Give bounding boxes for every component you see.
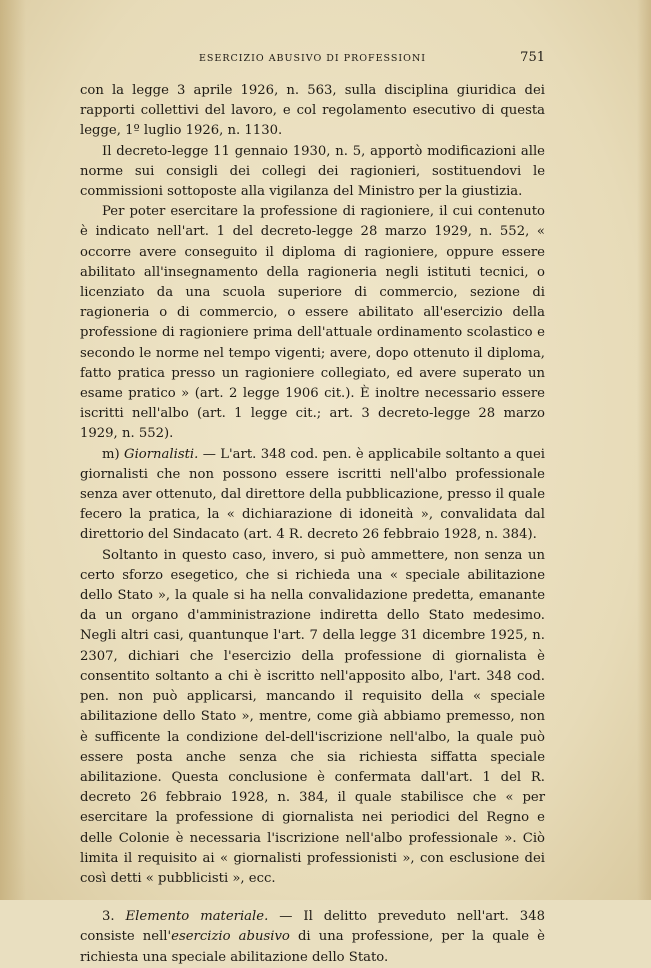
item-text: — L'art. 348 cod. pen. è applicabile soltanto a quei giornalisti che non possono essere iscritti nell'albo professionale senza aver ottenuto, dal direttore della pubblicazione, presso il quale fecero la pratica, la « dichiarazione di idoneità », convalidata dal direttorio del Sindacato (art. 4 R. decreto 26 febbraio 1928, n. 384). [80, 446, 545, 543]
paragraph-5: Soltanto in questo caso, invero, si può ammettere, non senza un certo sforzo esegetico, che si richieda una « speciale abilitazione dello Stato », la quale si ha nella convalidazione predetta, emanante da un organo d'amministrazione indiretta dello Stato medesimo. Negli altri casi, quantunque l'art. 7 della legge 31 dicembre 1925, n. 2307, dichiari che l'esercizio della professione di giornalista è consentito soltanto a chi è iscritto nell'apposito albo, l'art. 348 cod. pen. non può applicarsi, mancando il requisito della « speciale abilitazione dello Stato », mentre, come già abbiamo premesso, non è sufficente la condizione del-dell'iscrizione nell'albo, la quale può essere posta anche senza che sia richiesta siffatta speciale abilitazione. Questa conclusione è confermata dall'art. 1 del R. decreto 26 febbraio 1928, n. 384, il quale stabilisce che « per esercitare la professione di giornalista nei periodici del Regno e delle Colonie è necessaria l'iscrizione nell'albo professionale ». Ciò limita il requisito ai « giornalisti professionisti », con esclusione dei così detti « pubblicisti », ecc. [80, 547, 545, 886]
section-elemento-materiale [80, 907, 545, 968]
page-number: 751 [520, 50, 545, 65]
paragraph-2: Il decreto-legge 11 gennaio 1930, n. 5, apportò modificazioni alle norme sui consigli dei collegi dei ragionieri, sostituendovi le commissioni sottoposte alla vigilanza del Ministro per la giustizia. [80, 143, 545, 200]
paragraph-1: con la legge 3 aprile 1926, n. 563, sulla disciplina giuridica dei rapporti collettivi del lavoro, e col regolamento esecutivo di questa legge, 1º luglio 1926, n. 1130. [80, 83, 545, 139]
section-text-after: di una professione, per la quale è richiesta una speciale abilitazione dello Stato. [80, 929, 545, 965]
paragraph-3: Per poter esercitare la professione di ragioniere, il cui contenuto è indicato nell'art. 1 del decreto-legge 28 marzo 1929, n. 552, « occorre avere conseguito il diploma di ragioniere, oppure essere abilitato all'insegnamento della ragioneria negli istituti tecnici, o licenziato da una scuola superiore di commercio, sezione di ragioneria o di commercio, o essere abilitato all'esercizio della professione di ragioniere prima dell'attuale ordinamento scolastico e secondo le norme nel tempo vigenti; avere, dopo ottenuto il diploma, fatto pratica presso un ragioniere collegiato, ed avere superato un esame pratico » (art. 2 legge 1906 cit.). È inoltre necessario essere iscritti nell'albo (art. 1 legge cit.; art. 3 decreto-legge 28 marzo 1929, n. 552). [80, 204, 545, 442]
section-gap [80, 889, 545, 907]
item-title: Giornalisti. [124, 446, 199, 462]
running-title: ESERCIZIO ABUSIVO DI PROFESSIONI [198, 53, 427, 64]
section-italic-term: esercizio abusivo [171, 929, 290, 945]
section-text-before: — Il delitto preveduto nell'art. 348 consiste nell' [80, 909, 545, 945]
section-number: 3. [102, 909, 115, 925]
page-body [80, 81, 545, 968]
page-header [80, 50, 545, 70]
item-label: m) [102, 446, 120, 462]
section-title: Elemento materiale. [125, 909, 269, 925]
paragraph-giornalisti [80, 445, 545, 546]
